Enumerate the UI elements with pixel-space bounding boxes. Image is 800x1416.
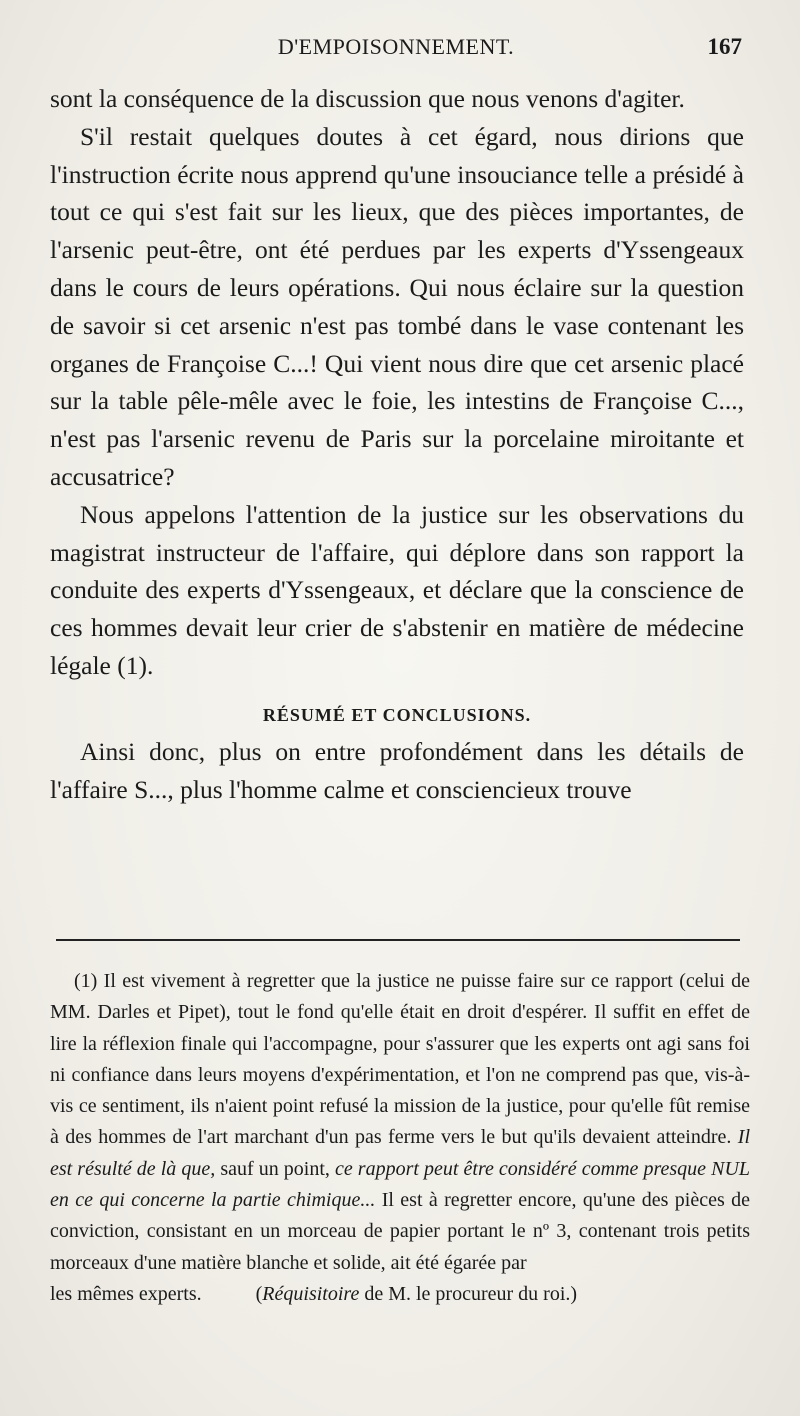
signature-open: (: [255, 1282, 263, 1305]
paragraph-conclusion: Ainsi donc, plus on entre profondément dans les détails de l'affaire S..., plus l'homme calme et consciencieux trouve: [50, 736, 744, 804]
footnote-text-1: (1) Il est vivement à regretter que la justice ne puisse faire sur ce rapport (celui de MM. Darles et Pipet), tout le fond qu'elle était en droit d'espérer. Il suffit en effet de lire la réflexion finale qui l'accompagne, pour s'assurer que les experts ont agi sans foi ni confiance dans leurs moyens d'expérimentation, et l'on ne comprend pas que, vis-à-vis ce sentiment, ils n'aient point refusé la mission de la justice, pour qu'elle fût remise à des hommes de l'art marchant d'un pas ferme vers le but qu'ils devaient atteindre.: [50, 970, 750, 1149]
page-number: 167: [707, 34, 742, 59]
body-text: [50, 80, 744, 808]
footnote-signature: [50, 1279, 750, 1310]
footnote: [50, 966, 750, 1310]
section-heading: RÉSUMÉ ET CONCLUSIONS.: [262, 704, 532, 725]
footnote-italic-1: Il est résulté de là que,: [50, 1126, 750, 1180]
signature-left: les mêmes experts.: [50, 1282, 202, 1305]
signature-italic: Réquisitoire: [262, 1282, 360, 1305]
signature-rest: de M. le procureur du roi.): [364, 1282, 578, 1305]
running-title: D'EMPOISONNEMENT.: [277, 34, 515, 59]
paragraph-attention: Nous appelons l'attention de la justice sur les observations du magistrat instructeur de l'affaire, qui déplore dans son rapport la conduite des experts d'Yssengeaux, et déclare que la conscience de ces hommes devait leur crier de s'abstenir en matière de médecine légale (1).: [50, 499, 744, 680]
footnote-italic-2: ce rapport peut être considéré comme presque NUL en ce qui concerne la partie chimique...: [50, 1157, 751, 1212]
paragraph-doubts: S'il restait quelques doutes à cet égard, nous dirions que l'instruction écrite nous apprend qu'une insouciance telle a présidé à tout ce qui s'est fait sur les lieux, que des pièces importantes, de l'arsenic peut-être, ont été perdues par les experts d'Yssengeaux dans le cours de leurs opérations. Qui nous éclaire sur la question de savoir si cet arsenic n'est pas tombé dans le vase contenant les organes de Françoise C...! Qui vient nous dire que cet arsenic placé sur la table pêle-mêle avec le foie, les intestins de Françoise C..., n'est pas l'arsenic revenu de Paris sur la porcelaine miroitante et accusatrice?: [50, 121, 744, 491]
running-head: [50, 34, 742, 74]
footnote-text-2: sauf un point,: [220, 1157, 330, 1180]
paragraph-continuation: sont la conséquence de la discussion que nous venons d'agiter.: [50, 84, 685, 113]
footnote-text-3: Il est à regretter encore, qu'une des pièces de conviction, consistant en un morceau de papier portant le nº 3, contenant trois petits morceaux d'une matière blanche et solide, ait été égarée par: [50, 1189, 750, 1274]
signature-right: [256, 1283, 577, 1305]
footnote-rule: [56, 939, 740, 941]
footnote-paragraph: [50, 966, 750, 1310]
